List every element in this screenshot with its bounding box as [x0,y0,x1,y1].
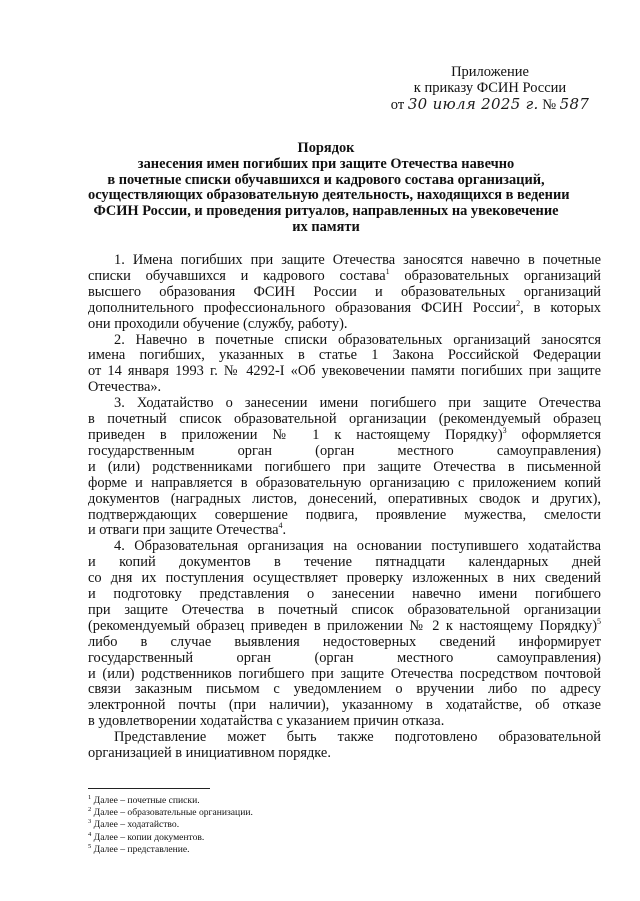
text-fragment: приведен в приложении № 1 к настоящему Порядку) [88,426,503,443]
footnote-number: 4 [88,830,92,838]
text-line: в почетный список образовательной организации (рекомендуемый образец [88,411,601,428]
text-line: Представление может быть также подготовлено образовательной [114,729,601,746]
footnote [88,819,488,831]
text-line [88,298,601,317]
footnote-number: 5 [88,842,92,850]
document-title [88,140,570,236]
text-line: и (или) родственников погибшего при защите Отечества посредством почтовой [88,665,601,682]
text-line: со дня их поступления осуществляет проверку изложенных в них сведений [88,570,601,587]
document-body [88,253,601,762]
title-line: в почетные списки обучавшихся и кадрового состава организаций, [107,171,545,188]
paragraph-1 [88,253,601,333]
text-line: и подготовку представления о занесении навечно имени погибшего [88,586,601,603]
text-line [88,619,601,635]
text-line: организацией в инициативном порядке. [88,745,331,762]
text-line: высшего образования ФСИН России и образовательных организаций [88,283,601,300]
title-line: занесения имен погибших при защите Отечества навечно [137,155,515,172]
footnote-number: 3 [88,818,92,826]
footnote [88,807,488,819]
text-line: электронной почты (при наличии), указанному в ходатайстве, об отказе [88,697,601,714]
text-fragment: . [282,522,287,539]
paragraph-2 [88,333,601,397]
text-fragment: дополнительного профессионального образования ФСИН России [88,299,517,316]
text-fragment: и отваги при защите Отечества [88,522,279,539]
footnote-ref: 5 [597,617,601,627]
footnote-number: 1 [88,793,92,801]
text-line: 3. Ходатайство о занесении имени погибшего при защите Отечества [114,395,601,412]
footnote-text: Далее – копии документов. [91,831,205,843]
footnote [88,844,488,856]
text-line [88,428,601,444]
footnote-text: Далее – представление. [91,843,190,855]
text-line: они проходили обучение (службу, работу). [88,315,348,332]
text-line: либо в случае выявления недостоверных сведений информирует [88,633,601,650]
appendix-label: Приложение [451,64,529,80]
footnote-text: Далее – ходатайство. [91,819,180,831]
footnote-ref: 1 [385,267,390,277]
footnote-number: 2 [88,806,92,814]
text-line: форме и направляется в образовательную организацию с приложением копий [88,474,601,491]
appendix-date-number [380,96,600,113]
footnote-divider [88,788,210,789]
paragraph-4 [88,539,601,730]
text-fragment: образовательных организаций [389,267,601,284]
text-line: государственный орган (орган местного самоуправления) [88,649,601,666]
title-line: осуществляющих образовательную деятельность, находящихся в ведении [88,187,570,204]
text-line: 2. Навечно в почетные списки образовательных организаций заносятся [114,331,601,348]
date-prefix: от [390,97,405,113]
text-line: и (или) родственниками погибшего при защите Отечества в письменной [88,458,601,475]
text-line: Отечества». [88,379,162,396]
text-line: от 14 января 1993 г. № 4292-I «Об увековечении памяти погибших при защите [88,363,601,380]
text-line: 1. Имена погибших при защите Отечества заносятся навечно в почетные [114,252,601,268]
text-line: 4. Образовательная организация на основании поступившего ходатайства [114,538,601,555]
text-line: связи заказным письмом с уведомлением о вручении либо по адресу [88,681,601,698]
footnotes [88,795,488,856]
text-fragment: , в которых [520,299,601,316]
number-sign: № [542,97,557,113]
text-line: имена погибших, указанных в статье 1 Закона Российской Федерации [88,347,601,364]
text-line: и копий документов в течение пятнадцати календарных дней [88,554,601,571]
text-line [88,269,601,285]
text-line: документов (наградных листов, донесений, оперативных сводок и других), [88,490,601,507]
handwritten-date: 30 июля 2025 г. [407,95,539,113]
footnote-text: Далее – образовательные организации. [91,807,253,819]
appendix-header [380,64,600,113]
paragraph-3 [88,396,601,539]
appendix-order-ref: к приказу ФСИН России [413,80,567,96]
text-line: при защите Отечества в почетный список образовательной организации [88,601,601,618]
footnote-text: Далее – почетные списки. [91,795,200,806]
footnote-ref: 2 [516,298,521,308]
handwritten-number: 587 [559,95,590,113]
text-line: подтверждающих совершение подвига, проявление мужества, смелости [88,506,601,523]
text-line [88,523,601,539]
text-line: в удовлетворении ходатайства с указанием причин отказа. [88,713,445,730]
footnote-ref: 4 [278,521,283,531]
title-line: их памяти [292,218,360,235]
paragraph-5 [88,730,601,762]
footnote [88,832,488,844]
text-fragment: (рекомендуемый образец приведен в приложении № 2 к настоящему Порядку) [88,617,597,634]
title-line: Порядок [297,140,355,156]
text-fragment: оформляется [506,426,601,443]
footnote-ref: 3 [502,426,507,436]
text-line: государственным орган (орган местного самоуправления) [88,442,601,459]
footnote [88,795,488,807]
text-fragment: списки обучавшихся и кадрового состава [88,267,386,284]
title-line: ФСИН России, и проведения ритуалов, направленных на увековечение [93,203,559,220]
